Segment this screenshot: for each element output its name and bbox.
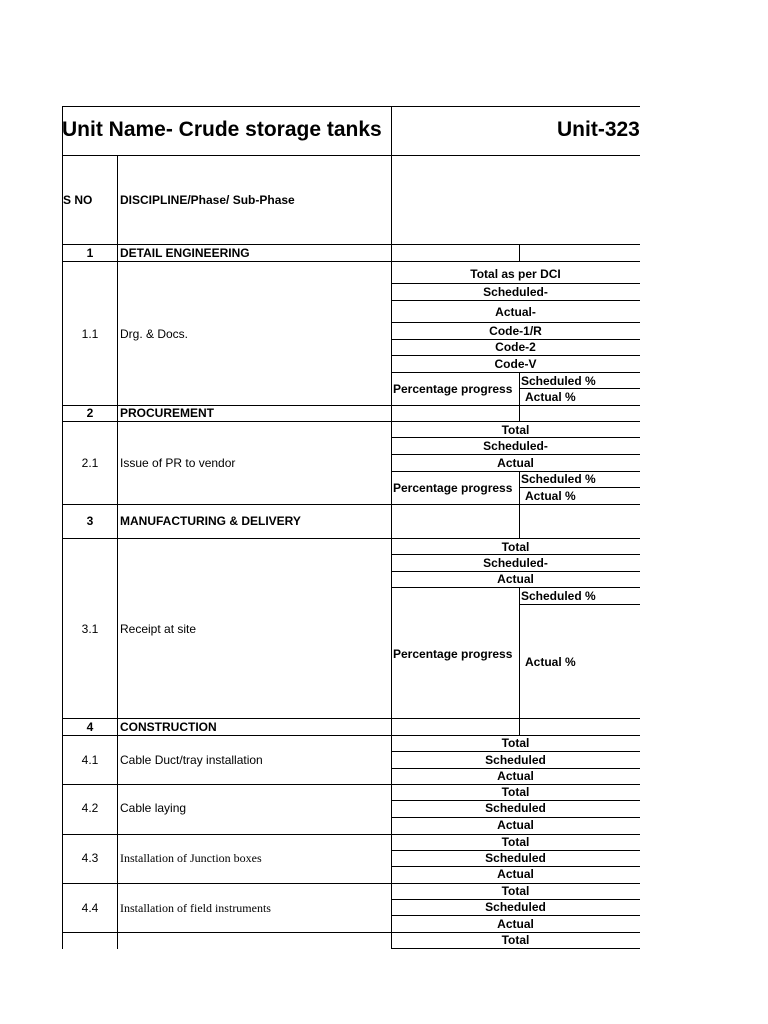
grid-line bbox=[391, 322, 640, 323]
section-title: DETAIL ENGINEERING bbox=[120, 246, 250, 260]
row-sno: 4.3 bbox=[81, 851, 99, 865]
grid-line bbox=[391, 437, 640, 438]
metric-label: Total bbox=[501, 835, 530, 849]
metric-label: Total bbox=[501, 540, 530, 554]
grid-line bbox=[519, 244, 520, 262]
row-sno: 4.4 bbox=[81, 901, 99, 915]
grid-line bbox=[519, 604, 640, 605]
col-header-sno: S NO bbox=[63, 193, 93, 207]
metric-label: Actual % bbox=[525, 489, 576, 503]
row-title: Cable Duct/tray installation bbox=[120, 753, 263, 767]
unit-name-title: Unit Name- Crude storage tanks bbox=[62, 118, 382, 141]
grid-line bbox=[62, 155, 640, 156]
metric-label: Code-1/R bbox=[489, 324, 542, 338]
metric-label: Actual % bbox=[525, 390, 576, 404]
row-sno: 2 bbox=[86, 406, 94, 420]
grid-line bbox=[519, 587, 520, 736]
row-title: Installation of field instruments bbox=[120, 901, 271, 915]
section-title: MANUFACTURING & DELIVERY bbox=[120, 514, 301, 528]
section-title: PROCUREMENT bbox=[120, 406, 215, 420]
row-title: Cable laying bbox=[120, 801, 187, 815]
metric-label: Actual bbox=[497, 867, 534, 881]
row-title: Issue of PR to vendor bbox=[120, 456, 236, 470]
row-sno: 3.1 bbox=[81, 622, 99, 636]
metric-label: Total as per DCI bbox=[470, 267, 561, 281]
col-header-discipline: DISCIPLINE/Phase/ Sub-Phase bbox=[120, 193, 295, 207]
metric-label: Scheduled- bbox=[483, 556, 548, 570]
metric-label: Total bbox=[501, 785, 530, 799]
metric-label: Scheduled bbox=[485, 801, 546, 815]
grid-line bbox=[519, 487, 640, 488]
metric-label: Percentage progress bbox=[393, 481, 513, 495]
grid-line bbox=[391, 471, 640, 472]
grid-line bbox=[391, 372, 640, 373]
grid-line bbox=[519, 471, 520, 539]
metric-label: Scheduled % bbox=[521, 589, 596, 603]
row-sno: 1.1 bbox=[81, 327, 99, 341]
row-sno: 4 bbox=[86, 720, 94, 734]
grid-line bbox=[62, 421, 640, 422]
grid-line bbox=[391, 948, 640, 949]
section-title: CONSTRUCTION bbox=[120, 720, 217, 734]
metric-label: Percentage progress bbox=[393, 382, 513, 396]
metric-label: Total bbox=[501, 423, 530, 437]
grid-line bbox=[117, 155, 118, 949]
row-sno: 1 bbox=[86, 246, 94, 260]
grid-line bbox=[391, 355, 640, 356]
grid-line bbox=[62, 538, 640, 539]
grid-line bbox=[391, 554, 640, 555]
grid-line bbox=[62, 106, 640, 107]
metric-label: Actual bbox=[497, 572, 534, 586]
metric-label: Scheduled bbox=[485, 851, 546, 865]
metric-label: Code-2 bbox=[495, 340, 536, 354]
grid-line bbox=[62, 244, 640, 245]
metric-label: Scheduled % bbox=[521, 374, 596, 388]
grid-line bbox=[391, 454, 640, 455]
row-sno: 3 bbox=[86, 514, 94, 528]
grid-line bbox=[391, 915, 640, 916]
metric-label: Code-V bbox=[494, 357, 537, 371]
metric-label: Total bbox=[501, 884, 530, 898]
row-title: Receipt at site bbox=[120, 622, 197, 636]
grid-line bbox=[62, 718, 640, 719]
metric-label: Actual bbox=[497, 769, 534, 783]
grid-line bbox=[62, 261, 640, 262]
grid-line bbox=[391, 587, 640, 588]
row-sno: 4.1 bbox=[81, 753, 99, 767]
row-sno: 2.1 bbox=[81, 456, 99, 470]
grid-line bbox=[519, 388, 640, 389]
metric-label: Scheduled bbox=[485, 753, 546, 767]
grid-line bbox=[391, 751, 640, 752]
grid-line bbox=[391, 283, 640, 284]
metric-label: Scheduled % bbox=[521, 472, 596, 486]
metric-label: Total bbox=[501, 736, 530, 750]
metric-label: Percentage progress bbox=[393, 647, 513, 661]
metric-label: Actual bbox=[497, 917, 534, 931]
metric-label: Scheduled bbox=[485, 900, 546, 914]
metric-label: Actual bbox=[497, 456, 534, 470]
metric-label: Scheduled- bbox=[483, 439, 548, 453]
grid-line bbox=[519, 372, 520, 422]
row-title: Drg. & Docs. bbox=[120, 327, 189, 341]
grid-line bbox=[62, 504, 640, 505]
unit-code-title: Unit-323 bbox=[557, 118, 640, 141]
row-title: Installation of Junction boxes bbox=[120, 851, 262, 865]
metric-label: Total bbox=[501, 933, 530, 947]
metric-label: Actual % bbox=[525, 655, 576, 669]
grid-line bbox=[391, 300, 640, 301]
metric-label: Actual bbox=[497, 818, 534, 832]
metric-label: Scheduled- bbox=[483, 285, 548, 299]
metric-label: Actual- bbox=[495, 305, 536, 319]
row-sno: 4.2 bbox=[81, 801, 99, 815]
